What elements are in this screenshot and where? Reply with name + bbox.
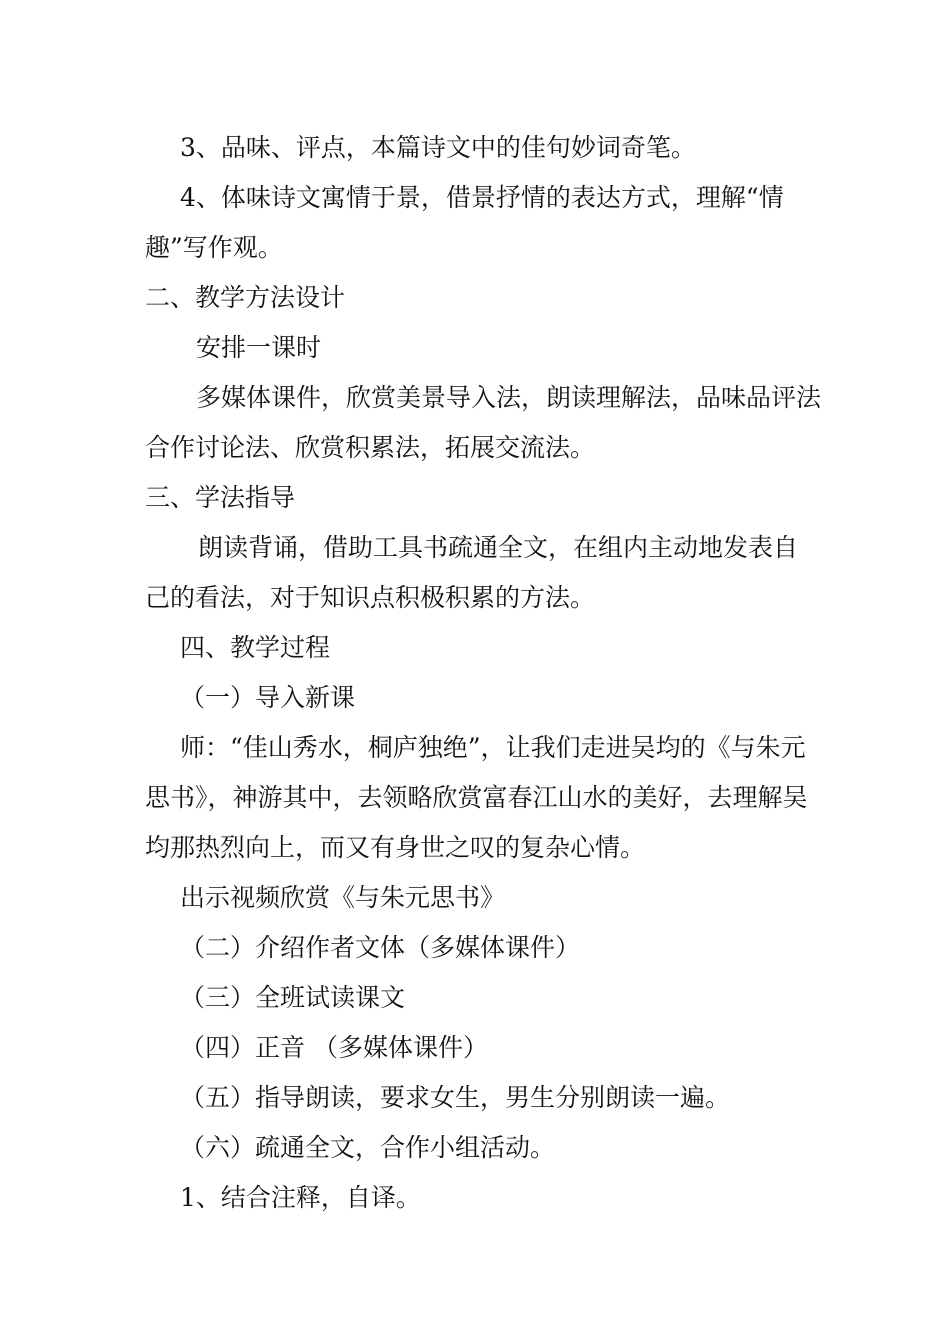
step-heading-2: （二）介绍作者文体（多媒体课件） bbox=[180, 933, 581, 962]
step-heading-6: （六）疏通全文，合作小组活动。 bbox=[180, 1133, 556, 1162]
step-heading-5: （五）指导朗读，要求女生，男生分别朗读一遍。 bbox=[180, 1083, 731, 1112]
text-line-teacher-intro-cont: 思书》，神游其中，去领略欣赏富春江山水的美好，去理解吴 bbox=[145, 783, 808, 812]
section-heading-process: 四、教学过程 bbox=[180, 633, 331, 662]
text-line-methods: 多媒体课件，欣赏美景导入法，朗读理解法，品味品评法 bbox=[196, 383, 822, 412]
text-line-study-guide-cont: 己的看法，对于知识点积极积累的方法。 bbox=[145, 583, 596, 612]
text-line-methods-cont: 合作讨论法、欣赏积累法，拓展交流法。 bbox=[145, 433, 596, 462]
text-line-goal-4: 4、体味诗文寓情于景，借景抒情的表达方式，理解“情 bbox=[180, 183, 784, 212]
text-line-annotation: 1、结合注释，自译。 bbox=[180, 1183, 421, 1212]
text-line-goal-4-cont: 趣”写作观。 bbox=[145, 233, 283, 262]
text-line-teacher-intro-end: 均那热烈向上，而又有身世之叹的复杂心情。 bbox=[145, 833, 646, 862]
text-line-goal-3: 3、品味、评点，本篇诗文中的佳句妙词奇笔。 bbox=[180, 133, 696, 162]
step-heading-1: （一）导入新课 bbox=[180, 683, 356, 712]
text-line-teacher-intro: 师：“佳山秀水，桐庐独绝”，让我们走进吴均的《与朱元 bbox=[180, 733, 806, 762]
section-heading-methods: 二、教学方法设计 bbox=[145, 283, 346, 312]
section-heading-study-guide: 三、学法指导 bbox=[145, 483, 296, 512]
text-line-study-guide: 朗读背诵，借助工具书疏通全文，在组内主动地发表自 bbox=[198, 533, 799, 562]
text-line-video: 出示视频欣赏《与朱元思书》 bbox=[180, 883, 506, 912]
step-heading-4: （四）正音 （多媒体课件） bbox=[180, 1033, 488, 1062]
text-line-schedule: 安排一课时 bbox=[196, 333, 322, 362]
step-heading-3: （三）全班试读课文 bbox=[180, 983, 406, 1012]
